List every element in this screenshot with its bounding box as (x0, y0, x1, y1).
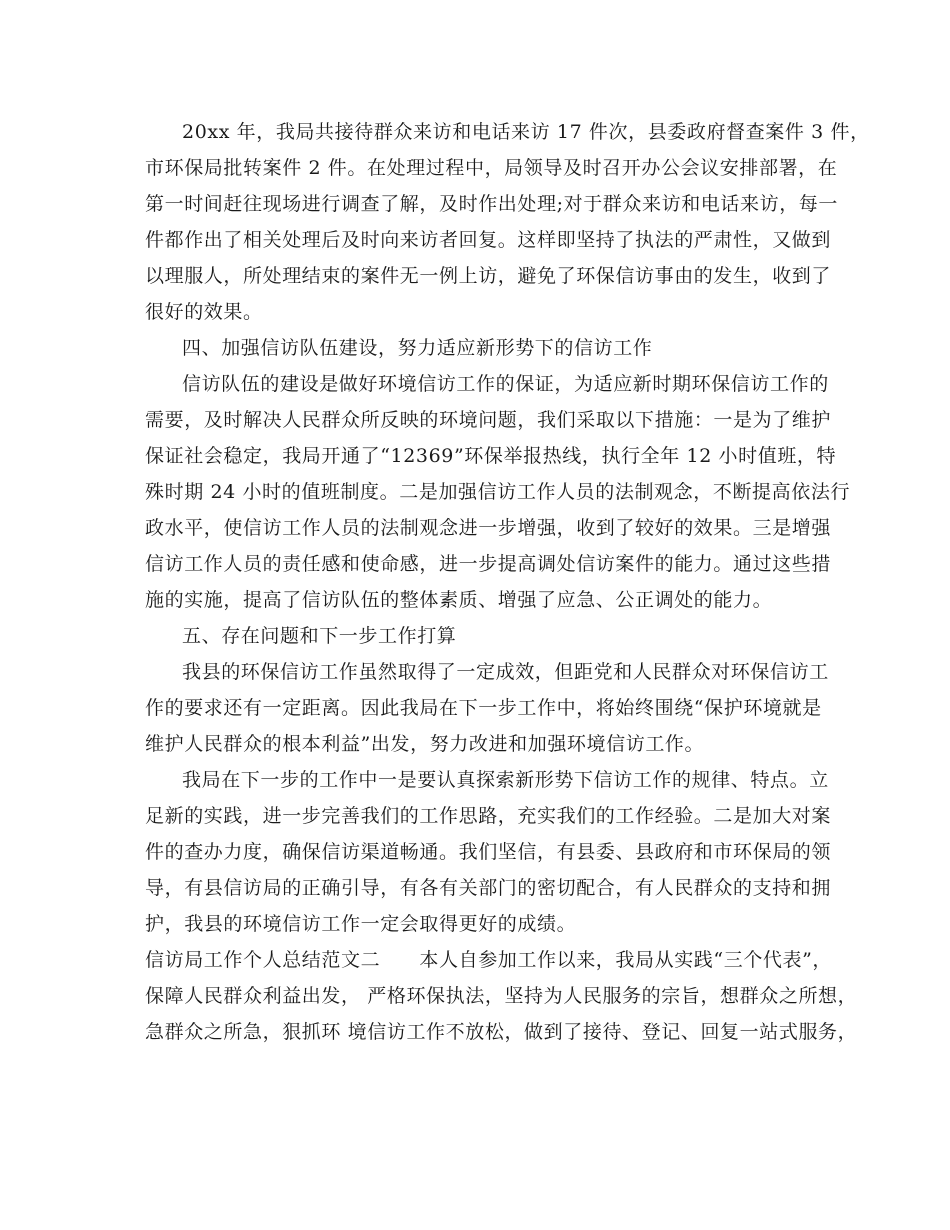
paragraph-line: 信访工作人员的责任感和使命感，进一步提高调处信访案件的能力。通过这些措 (145, 553, 832, 575)
paragraph-line: 件都作出了相关处理后及时向来访者回复。这样即坚持了执法的严肃性，又做到 (145, 229, 832, 251)
paragraph-line: 殊时期 24 小时的值班制度。二是加强信访工作人员的法制观念，不断提高依法行 (145, 481, 851, 503)
paragraph-line: 很好的效果。 (145, 301, 263, 323)
paragraph-line: 信访队伍的建设是做好环境信访工作的保证，为适应新时期环保信访工作的 (182, 373, 829, 395)
paragraph-line: 作的要求还有一定距离。因此我局在下一步工作中，将始终围绕“保护环境就是 (145, 697, 822, 719)
paragraph-line: 维护人民群众的根本利益”出发，努力改进和加强环境信访工作。 (145, 733, 705, 755)
paragraph-line: 施的实施，提高了信访队伍的整体素质、增强了应急、公正调处的能力。 (145, 589, 773, 611)
paragraph-line: 我局在下一步的工作中一是要认真探索新形势下信访工作的规律、特点。立 (182, 769, 829, 791)
paragraph-line: 导，有县信访局的正确引导，有各有关部门的密切配合，有人民群众的支持和拥 (145, 877, 832, 899)
paragraph-line: 需要，及时解决人民群众所反映的环境问题，我们采取以下措施：一是为了维护 (145, 409, 832, 431)
paragraph-line: 以理服人，所处理结束的案件无一例上访，避免了环保信访事由的发生，收到了 (145, 265, 832, 287)
paragraph-line: 急群众之所急，狠抓环 境信访工作不放松，做到了接待、登记、回复一站式服务， (145, 1021, 858, 1043)
paragraph-line: 政水平，使信访工作人员的法制观念进一步增强，收到了较好的效果。三是增强 (145, 517, 832, 539)
paragraph-line: 护，我县的环境信访工作一定会取得更好的成绩。 (145, 913, 577, 935)
paragraph-line: 件的查办力度，确保信访渠道畅通。我们坚信，有县委、县政府和市环保局的领 (145, 841, 832, 863)
section-heading: 四、加强信访队伍建设，努力适应新形势下的信访工作 (182, 337, 653, 359)
paragraph-line: 保证社会稳定，我局开通了“12369”环保举报热线，执行全年 12 小时值班，特 (145, 445, 837, 467)
paragraph-line: 第一时间赶往现场进行调查了解，及时作出处理;对于群众来访和电话来访，每一 (145, 193, 839, 215)
paragraph-line: 市环保局批转案件 2 件。在处理过程中，局领导及时召开办公会议安排部署，在 (145, 157, 838, 179)
section-heading: 五、存在问题和下一步工作打算 (182, 625, 457, 647)
paragraph-line: 20xx 年，我局共接待群众来访和电话来访 17 件次，县委政府督查案件 3 件， (182, 121, 870, 143)
paragraph-line: 足新的实践，进一步完善我们的工作思路，充实我们的工作经验。二是加大对案 (145, 805, 832, 827)
paragraph-line: 信访局工作个人总结范文二 本人自参加工作以来，我局从实践“三个代表”， (145, 949, 833, 971)
paragraph-line: 保障人民群众利益出发， 严格环保执法，坚持为人民服务的宗旨，想群众之所想， (145, 985, 858, 1007)
paragraph-line: 我县的环保信访工作虽然取得了一定成效，但距党和人民群众对环保信访工 (182, 661, 829, 683)
